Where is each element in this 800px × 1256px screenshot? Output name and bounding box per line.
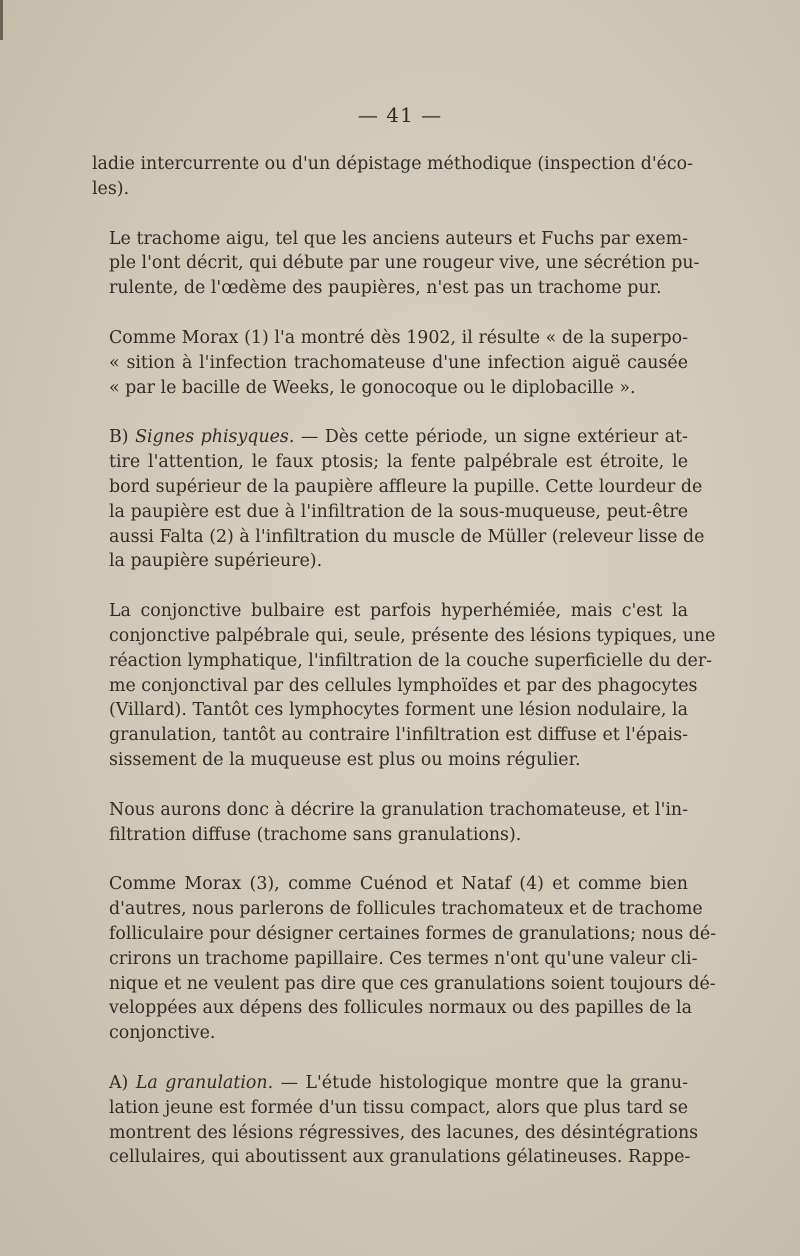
- text-line: aussi Falta (2) à l'infiltration du muscle de Müller (releveur lisse de: [109, 526, 705, 547]
- text-line: lation jeune est formée d'un tissu compact, alors que plus tard se: [109, 1097, 688, 1118]
- section-label: B): [109, 427, 136, 448]
- text-line: granulation, tantôt au contraire l'infiltration est diffuse et l'épais-: [109, 725, 688, 746]
- paragraph: [92, 798, 688, 848]
- text-line: Comme Morax (1) l'a montré dès 1902, il résulte « de la superpo-: [109, 327, 688, 348]
- page-number: — 41 —: [357, 103, 443, 127]
- text-line: montrent des lésions régressives, des lacunes, des désintégrations: [109, 1122, 699, 1143]
- text-line: me conjonctival par des cellules lymphoïdes et par des phagocytes: [109, 675, 698, 696]
- paragraph: [92, 152, 694, 202]
- text-line: crirons un trachome papillaire. Ces termes n'ont qu'une valeur cli-: [109, 948, 698, 969]
- text-line: cellulaires, qui aboutissent aux granulations gélatineuses. Rappe-: [109, 1147, 691, 1168]
- text-line: bord supérieur de la paupière affleure la pupille. Cette lourdeur de: [109, 476, 703, 497]
- text-line: folliculaire pour désigner certaines formes de granulations; nous dé-: [109, 923, 717, 944]
- text-line: ple l'ont décrit, qui débute par une rougeur vive, une sécrétion pu-: [109, 253, 700, 274]
- text-line: la paupière supérieure).: [109, 551, 323, 572]
- text-line: Nous aurons donc à décrire la granulation trachomateuse, et l'in-: [109, 799, 688, 820]
- text-line-rest: — L'étude histologique montre que la granu-: [273, 1072, 689, 1093]
- section-heading: La granulation.: [135, 1072, 274, 1093]
- paragraph: [92, 326, 688, 400]
- paragraph: [92, 1071, 699, 1170]
- text-line-rest: — Dès cette période, un signe extérieur at-: [294, 427, 689, 448]
- text-line: [92, 425, 688, 450]
- text-line: filtration diffuse (trachome sans granulations).: [109, 824, 522, 845]
- text-line: ladie intercurrente ou d'un dépistage méthodique (inspection d'éco-: [92, 154, 694, 174]
- text-line: [92, 1071, 688, 1096]
- text-line: (Villard). Tantôt ces lymphocytes forment une lésion nodulaire, la: [109, 700, 688, 721]
- text-line: « sition à l'infection trachomateuse d'une infection aiguë causée: [109, 352, 688, 373]
- text-line: nique et ne veulent pas dire que ces granulations soient toujours dé-: [109, 973, 716, 994]
- scan-edge-mark: [0, 0, 3, 40]
- text-line: conjonctive.: [109, 1023, 216, 1044]
- text-line: conjonctive palpébrale qui, seule, présente des lésions typiques, une: [109, 625, 716, 646]
- text-line: veloppées aux dépens des follicules normaux ou des papilles de la: [109, 998, 692, 1019]
- text-line: les).: [92, 178, 130, 199]
- paragraph: [92, 425, 705, 574]
- paragraph: [92, 599, 716, 773]
- paragraph: [92, 227, 700, 301]
- text-line: tire l'attention, le faux ptosis; la fente palpébrale est étroite, le: [109, 452, 688, 473]
- section-heading: Signes phisyques.: [135, 427, 295, 448]
- text-line: la paupière est due à l'infiltration de la sous-muqueuse, peut-être: [109, 501, 688, 522]
- text-line: sissement de la muqueuse est plus ou moins régulier.: [109, 749, 581, 770]
- text-line: Le trachome aigu, tel que les anciens auteurs et Fuchs par exem-: [109, 228, 688, 249]
- text-line: La conjonctive bulbaire est parfois hyperhémiée, mais c'est la: [109, 601, 688, 622]
- text-line: « par le bacille de Weeks, le gonocoque ou le diplobacille ».: [109, 377, 636, 398]
- text-line: rulente, de l'œdème des paupières, n'est pas un trachome pur.: [109, 278, 662, 299]
- paragraph: [92, 872, 717, 1046]
- section-label: A): [109, 1072, 136, 1093]
- text-line: d'autres, nous parlerons de follicules trachomateux et de trachome: [109, 899, 703, 920]
- text-line: réaction lymphatique, l'infiltration de la couche superficielle du der-: [109, 650, 713, 671]
- body-text: [92, 152, 717, 1195]
- text-line: Comme Morax (3), comme Cuénod et Nataf (4) et comme bien: [109, 874, 688, 895]
